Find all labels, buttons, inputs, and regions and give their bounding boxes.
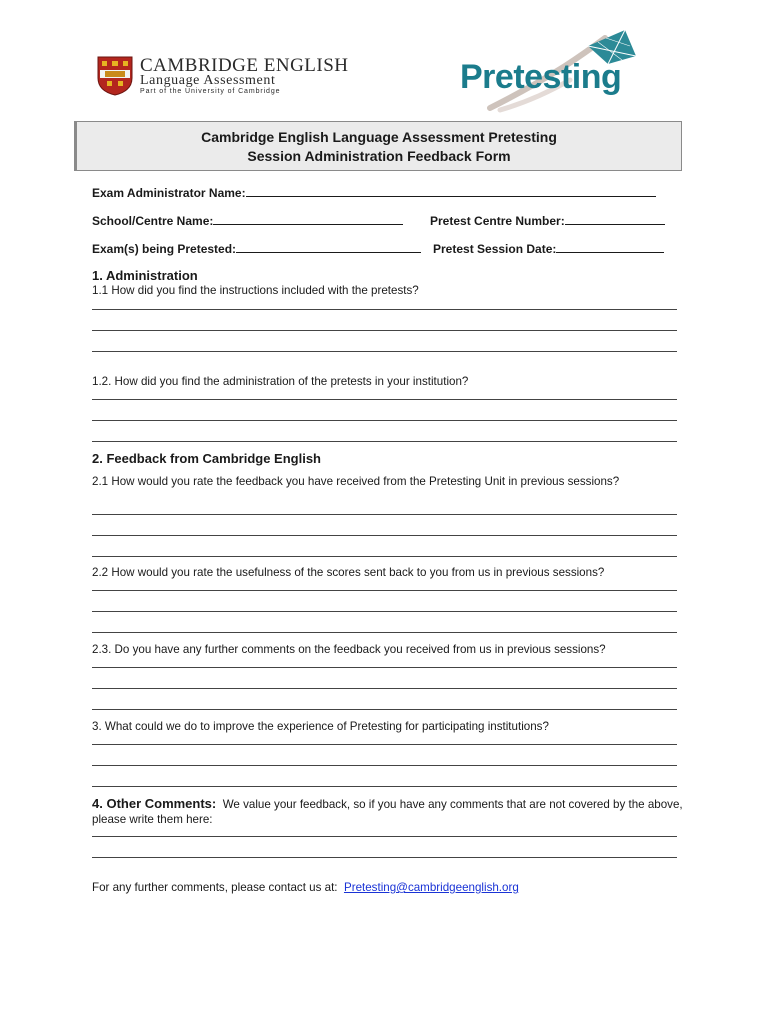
form-title-box	[74, 121, 682, 171]
form-title-line1: Cambridge English Language Assessment Pretesting	[201, 129, 557, 145]
answer-line[interactable]	[92, 632, 677, 633]
school-centre-name-line[interactable]	[213, 212, 403, 225]
question-3: 3. What could we do to improve the experience of Pretesting for participating institutions?	[92, 720, 549, 733]
answer-line[interactable]	[92, 420, 677, 421]
cambridge-language-assessment: Language Assessment	[140, 73, 276, 88]
answer-line[interactable]	[92, 351, 677, 352]
answer-line[interactable]	[92, 556, 677, 557]
pretest-session-date-field[interactable]	[433, 240, 664, 256]
answer-line[interactable]	[92, 688, 677, 689]
answer-line[interactable]	[92, 611, 677, 612]
answer-line[interactable]	[92, 309, 677, 310]
exams-pretested-line[interactable]	[236, 240, 421, 253]
answer-line[interactable]	[92, 667, 677, 668]
pretest-centre-number-label: Pretest Centre Number:	[430, 214, 565, 228]
answer-line[interactable]	[92, 836, 677, 837]
answer-line[interactable]	[92, 399, 677, 400]
exams-pretested-label: Exam(s) being Pretested:	[92, 242, 237, 256]
contact-line	[92, 880, 519, 895]
answer-line[interactable]	[92, 590, 677, 591]
section-4-text: We value your feedback, so if you have any comments that are not covered by the above, please write them here:	[92, 798, 683, 826]
answer-line[interactable]	[92, 535, 677, 536]
answer-line[interactable]	[92, 786, 677, 787]
pretest-centre-number-field[interactable]	[430, 212, 665, 228]
answer-line[interactable]	[92, 765, 677, 766]
section-4-heading: 4. Other Comments:	[92, 796, 217, 811]
school-centre-name-label: School/Centre Name:	[92, 214, 214, 228]
exam-admin-name-line[interactable]	[246, 184, 656, 197]
cambridge-english-title: CAMBRIDGE ENGLISH	[140, 55, 349, 76]
cambridge-crest-icon	[97, 56, 133, 96]
cambridge-tagline: Part of the University of Cambridge	[140, 88, 281, 95]
question-2-1: 2.1 How would you rate the feedback you have received from the Pretesting Unit in previous sessions?	[92, 475, 620, 488]
answer-line[interactable]	[92, 330, 677, 331]
answer-line[interactable]	[92, 514, 677, 515]
contact-email-link[interactable]: Pretesting@cambridgeenglish.org	[343, 881, 519, 894]
question-2-2: 2.2 How would you rate the usefulness of the scores sent back to you from us in previous sessions?	[92, 566, 605, 579]
contact-text: For any further comments, please contact us at:	[92, 881, 338, 894]
pretest-session-date-label: Pretest Session Date:	[433, 242, 557, 256]
section-2-heading: 2. Feedback from Cambridge English	[92, 451, 321, 466]
pretest-centre-number-line[interactable]	[565, 212, 665, 225]
answer-line[interactable]	[92, 744, 677, 745]
form-title-line2: Session Administration Feedback Form	[247, 148, 511, 164]
question-1-1: 1.1 How did you find the instructions included with the pretests?	[92, 284, 419, 297]
exam-admin-name-field[interactable]	[92, 184, 656, 200]
question-1-2: 1.2. How did you find the administration of the pretests in your institution?	[92, 375, 469, 388]
answer-line[interactable]	[92, 709, 677, 710]
pretest-session-date-line[interactable]	[556, 240, 664, 253]
question-2-3: 2.3. Do you have any further comments on the feedback you received from us in previous sessions?	[92, 643, 606, 656]
answer-line[interactable]	[92, 441, 677, 442]
section-4-block	[92, 796, 684, 827]
section-1-heading: 1. Administration	[92, 268, 198, 283]
exam-admin-name-label: Exam Administrator Name:	[92, 186, 246, 200]
pretesting-logo-text: Pretesting	[460, 58, 622, 96]
answer-line[interactable]	[92, 857, 677, 858]
school-centre-name-field[interactable]	[92, 212, 403, 228]
exams-pretested-field[interactable]	[92, 240, 421, 256]
